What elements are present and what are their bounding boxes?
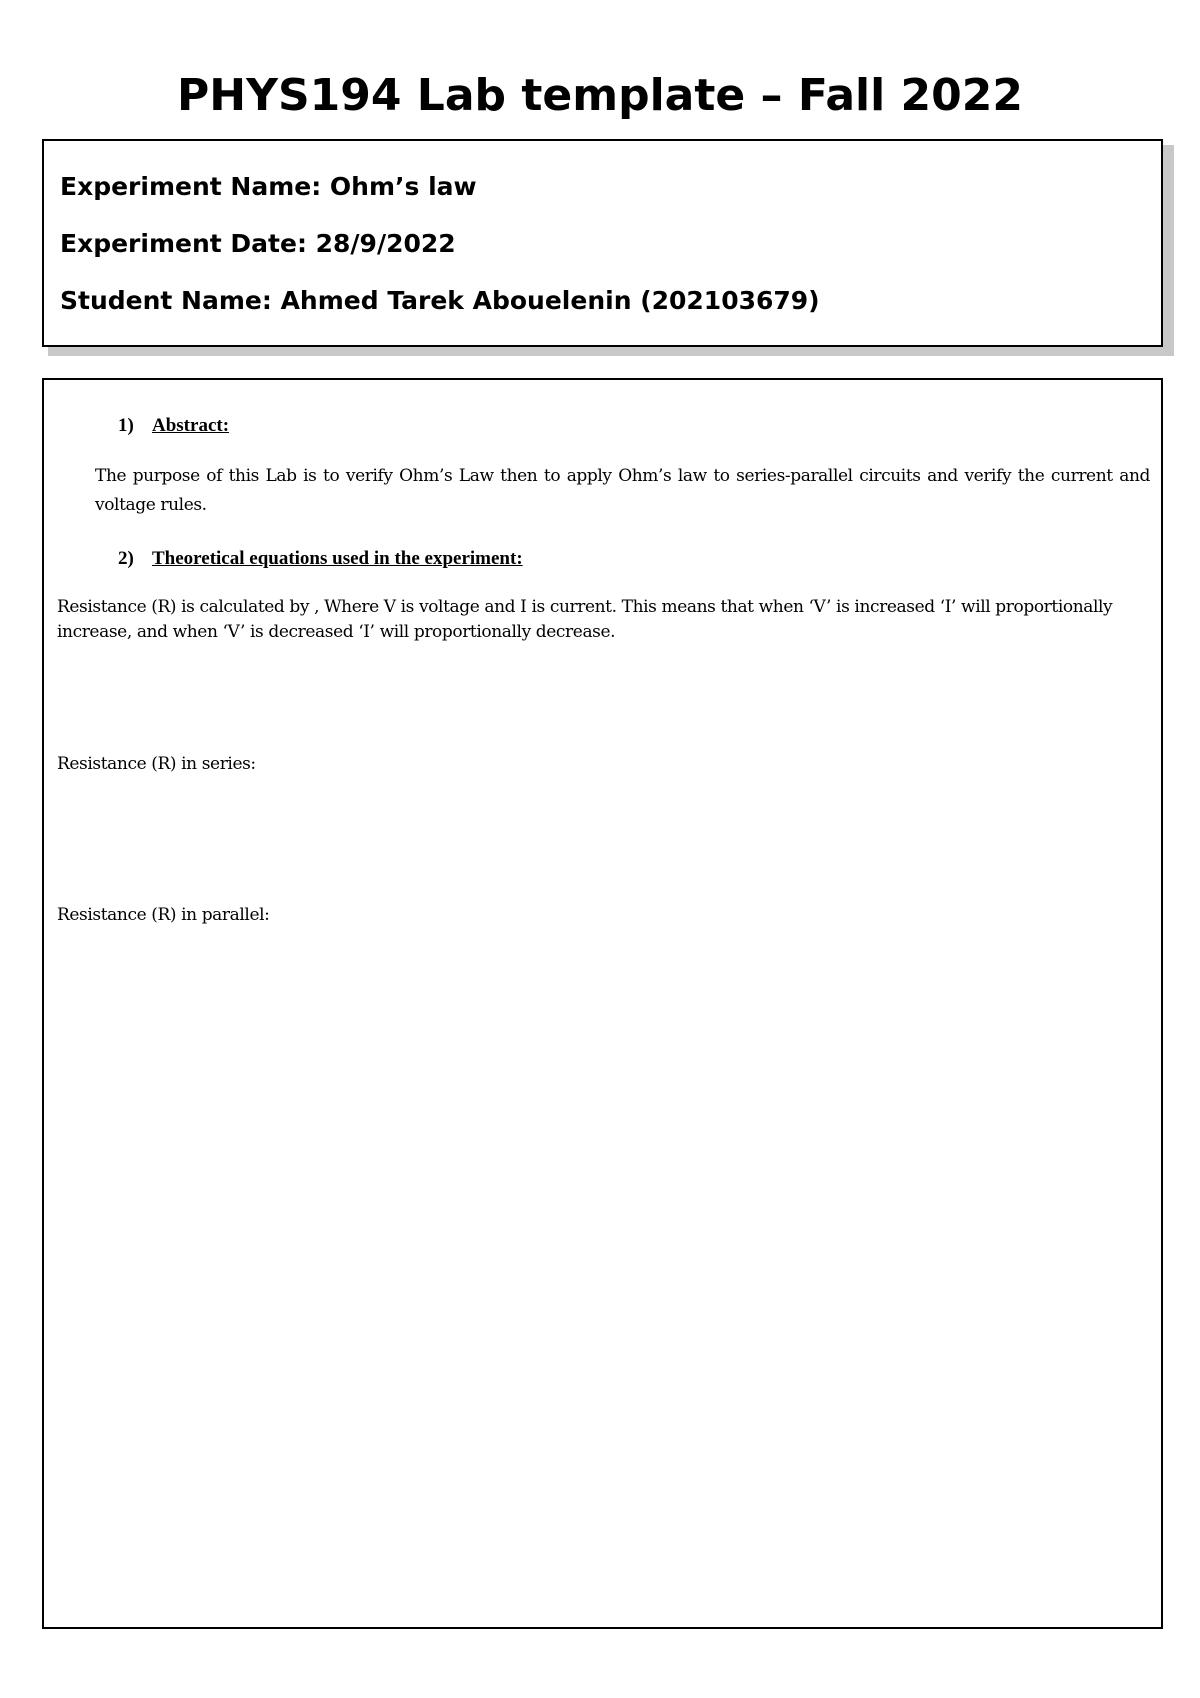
abstract-paragraph: The purpose of this Lab is to verify Ohm’s Law then to apply Ohm’s law to series-parallel circuits and verify the current and voltage rules. <box>95 466 1150 515</box>
student-name-label: Student Name: <box>60 286 281 315</box>
abstract-number: 1) <box>118 415 134 436</box>
report-body-box <box>42 378 1163 1629</box>
experiment-date-label: Experiment Date: <box>60 229 316 258</box>
student-name-value: Ahmed Tarek Abouelenin (202103679) <box>280 286 820 315</box>
theory-heading-text: Theoretical equations used in the experiment: <box>152 548 523 569</box>
experiment-name-value: Ohm’s law <box>329 172 477 201</box>
abstract-heading-text: Abstract: <box>152 415 230 436</box>
theory-heading <box>118 547 523 571</box>
theory-number: 2) <box>118 548 134 569</box>
theory-paragraph: Resistance (R) is calculated by , Where V is voltage and I is current. This means that when ‘V’ is increased ‘I’ will proportionally increase, and when ‘V’ is decreased ‘I’ will proportionally decrease. <box>57 597 1113 642</box>
experiment-name-label: Experiment Name: <box>60 172 330 201</box>
parallel-resistance-label: Resistance (R) in parallel: <box>57 905 270 925</box>
abstract-heading <box>118 414 229 438</box>
experiment-date-line <box>60 228 456 260</box>
student-name-line <box>60 285 820 317</box>
experiment-info-box <box>42 139 1163 347</box>
experiment-date-value: 28/9/2022 <box>315 229 456 258</box>
series-resistance-label: Resistance (R) in series: <box>57 754 256 774</box>
page-title: PHYS194 Lab template – Fall 2022 <box>177 70 1023 121</box>
experiment-name-line <box>60 171 477 203</box>
